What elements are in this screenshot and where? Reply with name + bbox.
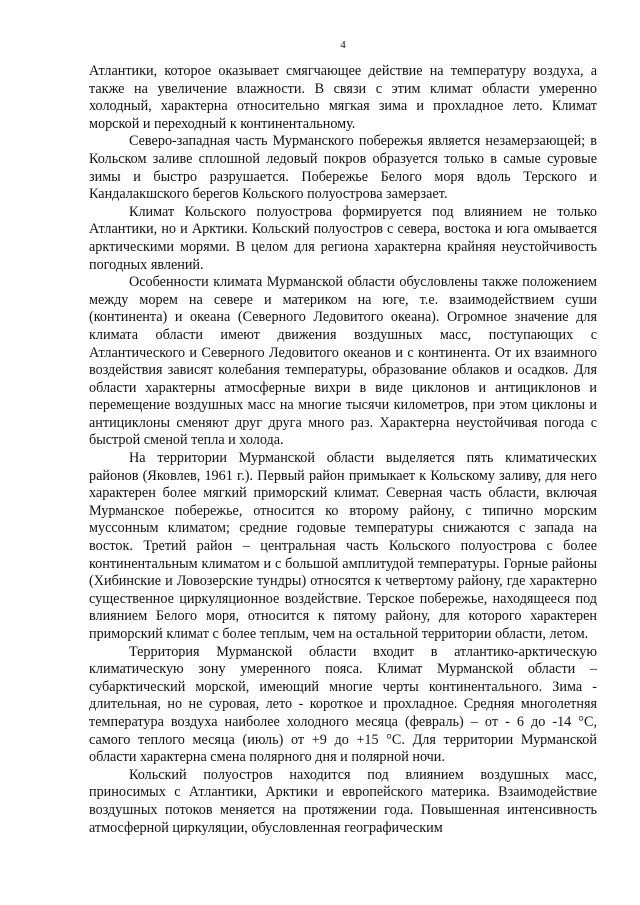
paragraph-air-masses: Кольский полуостров находится под влиянием воздушных масс, приносимых с Атлантики, Арктики и европейского материка. Взаимодействие воздушных потоков меняется на протяжении года. Повышенная интенсивность атмосферной циркуляции, обусловленная географическим <box>89 766 597 836</box>
page-number: 4 <box>340 39 346 51</box>
paragraph-kola-climate: Климат Кольского полуострова формируется под влиянием не только Атлантики, но и Арктики. Кольский полуостров с севера, востока и юга омывается арктическими морями. В целом для региона характерна крайняя неустойчивость погодных явлений. <box>89 203 597 273</box>
paragraph-climate-features: Особенности климата Мурманской области обусловлены также положением между морем на севере и материком на юге, т.е. взаимодействием суши (континента) и океана (Северного Ледовитого океана). Огромное значение для климата области имеют движения воздушных масс, поступающих с Атлантического и Северного Ледовитого океанов и с континента. От их взаимного воздействия зависят колебания температуры, образование облаков и осадков. Для области характерны атмосферные вихри в виде циклонов и антициклонов и перемещение воздушных масс на многие тысячи километров, при этом циклоны и антициклоны сменяют друг друга много раз. Характерна неустойчивая погода с быстрой сменой тепла и холода. <box>89 274 597 449</box>
paragraph-climate-regions: На территории Мурманской области выделяется пять климатических районов (Яковлев, 1961 г.). Первый район примыкает к Кольскому заливу, для него характерен более мягкий приморский климат. Северная часть области, включая Мурманское побережье, относится ко второму району, с типично морским муссонным климатом; средние годовые температуры снижаются с запада на восток. Третий район – центральная часть Кольского полуострова с более континентальным климатом и с большой амплитудой температуры. Горные районы (Хибинские и Ловозерские тундры) относятся к четвертому району, где характерно существенное циркуляционное воздействие. Терское побережье, находящееся под влиянием Белого моря, относится к пятому району, для которого характерен приморский климат с более теплым, чем на остальной территории области, летом. <box>89 450 597 642</box>
paragraph-murmansk-coast: Северо-западная часть Мурманского побережья является незамерзающей; в Кольском заливе сплошной ледовый покров образуется только в самые суровые зимы и быстро разрушается. Побережье Белого моря вдоль Терского и Кандалакшского берегов Кольского полуострова замерзает. <box>89 133 597 203</box>
paragraph-continuation: Атлантики, которое оказывает смягчающее действие на температуру воздуха, а также на увеличение влажности. В связи с этим климат области умеренно холодный, характерна относительно мягкая зима и прохладное лето. Климат морской и переходный к континентальному. <box>89 63 597 132</box>
paragraph-climate-zone: Территория Мурманской области входит в атлантико-арктическую климатическую зону умеренного пояса. Климат Мурманской области – субарктический морской, имеющий многие черты континентального. Зима - длительная, но не суровая, лето - короткое и прохладное. Средняя многолетняя температура воздуха наиболее холодного месяца (февраль) – от - 6 до -14 °С, самого теплого месяца (июль) от +9 до +15 °С. Для территории Мурманской области характерна смена полярного дня и полярной ночи. <box>89 643 597 766</box>
